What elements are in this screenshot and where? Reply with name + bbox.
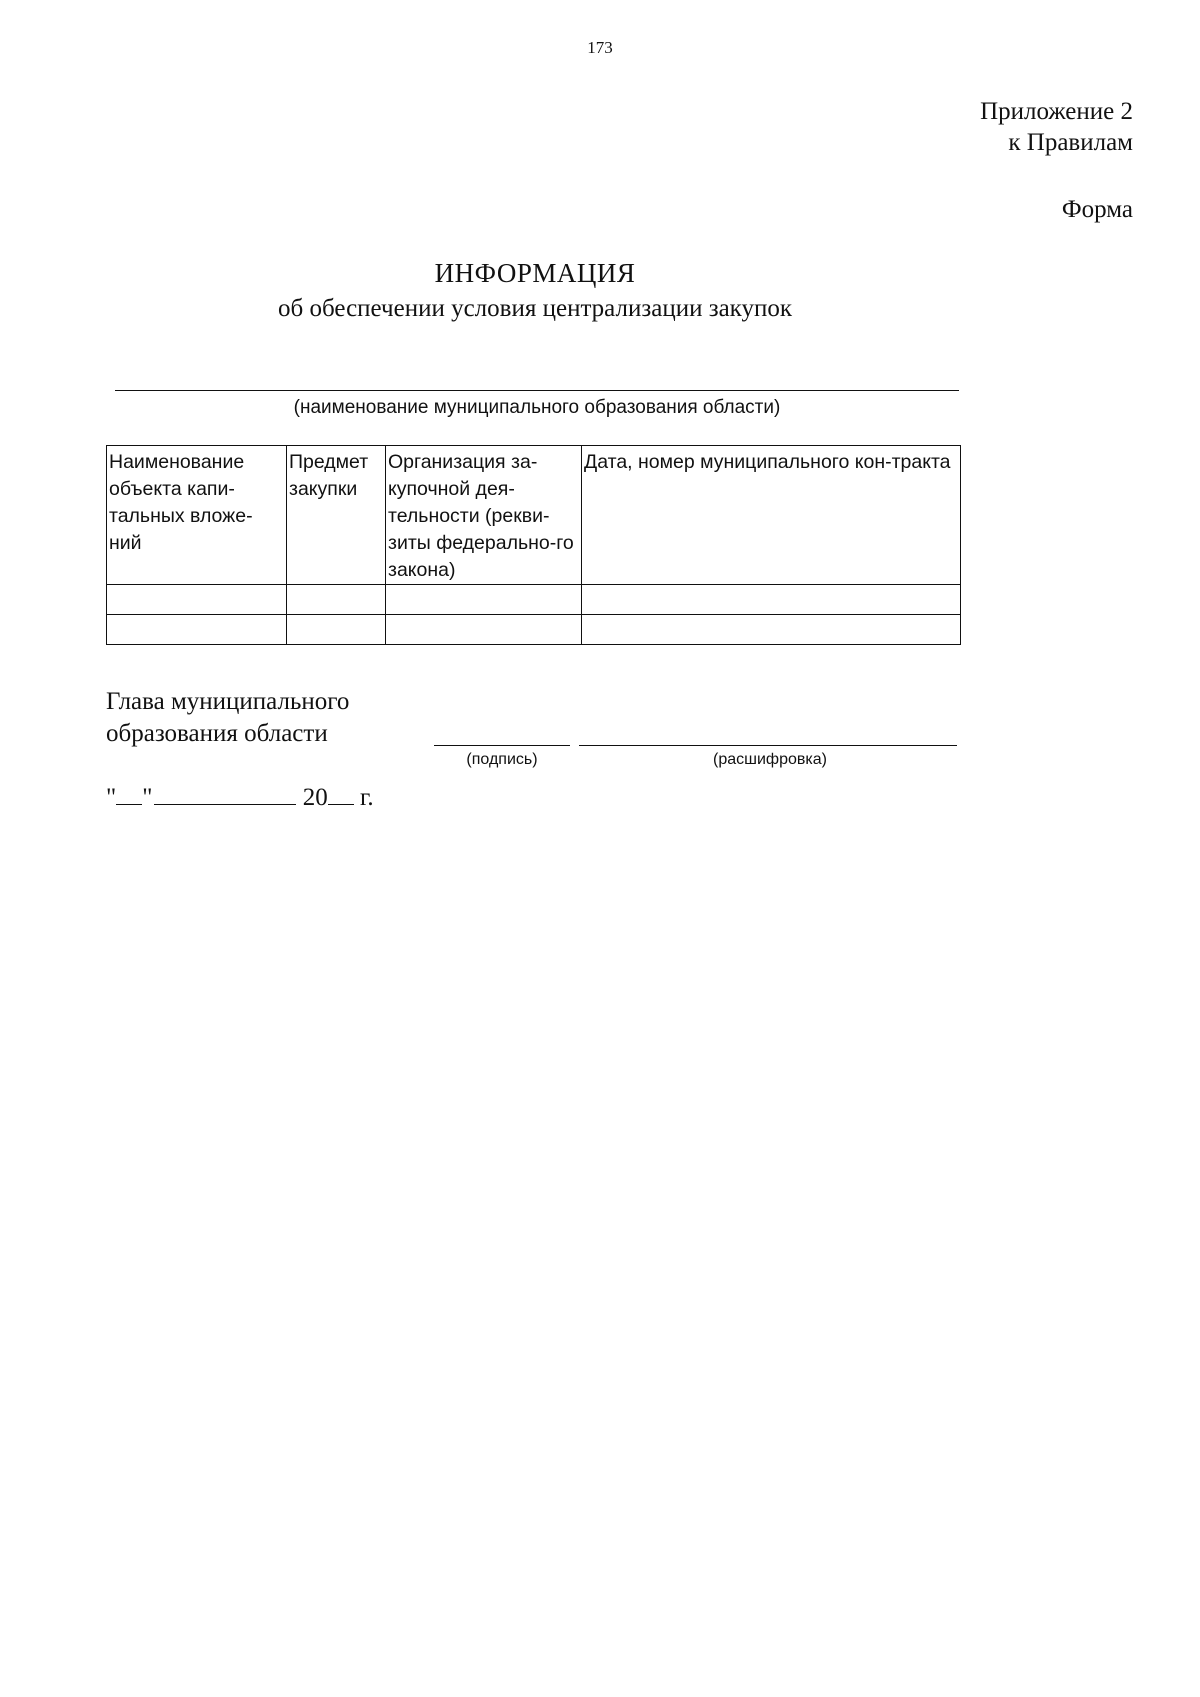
signature-caption: (подпись) <box>466 751 538 768</box>
appendix-reference <box>980 96 1133 158</box>
table-row <box>107 615 961 645</box>
signatory-title <box>106 686 349 750</box>
form-label: Форма <box>1061 196 1133 223</box>
table-cell[interactable] <box>386 585 582 615</box>
signature-line[interactable] <box>434 745 570 746</box>
date-close-quote: " <box>142 784 153 811</box>
table-header-row <box>107 446 961 585</box>
header-procurement-organization: Организация за-купочной дея-тельности (рекви-зиты федерально-го закона) <box>386 446 582 585</box>
table-cell[interactable] <box>582 615 961 645</box>
date-line <box>106 782 374 812</box>
municipality-name-line <box>115 390 959 391</box>
year-suffix: г. <box>359 784 374 811</box>
name-decoding-line[interactable] <box>579 745 957 746</box>
header-procurement-subject: Предмет закупки <box>287 446 386 585</box>
table-cell[interactable] <box>287 585 386 615</box>
signatory-title-line-2: образования области <box>106 720 328 747</box>
header-contract-date-number: Дата, номер муниципального кон-тракта <box>582 446 961 585</box>
appendix-line-2: к Правилам <box>1008 129 1133 156</box>
year-blank[interactable] <box>328 782 354 805</box>
date-open-quote: " <box>106 784 117 811</box>
document-subtitle: об обеспечении условия централизации закупок <box>278 295 792 322</box>
table-cell[interactable] <box>287 615 386 645</box>
page-number: 173 <box>587 38 613 57</box>
municipality-caption: (наименование муниципального образования области) <box>293 397 781 418</box>
table-cell[interactable] <box>107 585 287 615</box>
header-object-name: Наименование объекта капи-тальных вложе-ний <box>107 446 287 585</box>
form-table <box>106 445 961 645</box>
table-cell[interactable] <box>386 615 582 645</box>
table-cell[interactable] <box>107 615 287 645</box>
name-decoding-caption: (расшифровка) <box>713 751 827 768</box>
month-blank[interactable] <box>154 782 296 805</box>
signatory-title-line-1: Глава муниципального <box>106 688 350 715</box>
document-title: ИНФОРМАЦИЯ <box>434 258 636 288</box>
day-blank[interactable] <box>116 782 142 805</box>
table-row <box>107 585 961 615</box>
table-cell[interactable] <box>582 585 961 615</box>
appendix-line-1: Приложение 2 <box>980 98 1133 125</box>
year-prefix: 20 <box>302 784 328 811</box>
